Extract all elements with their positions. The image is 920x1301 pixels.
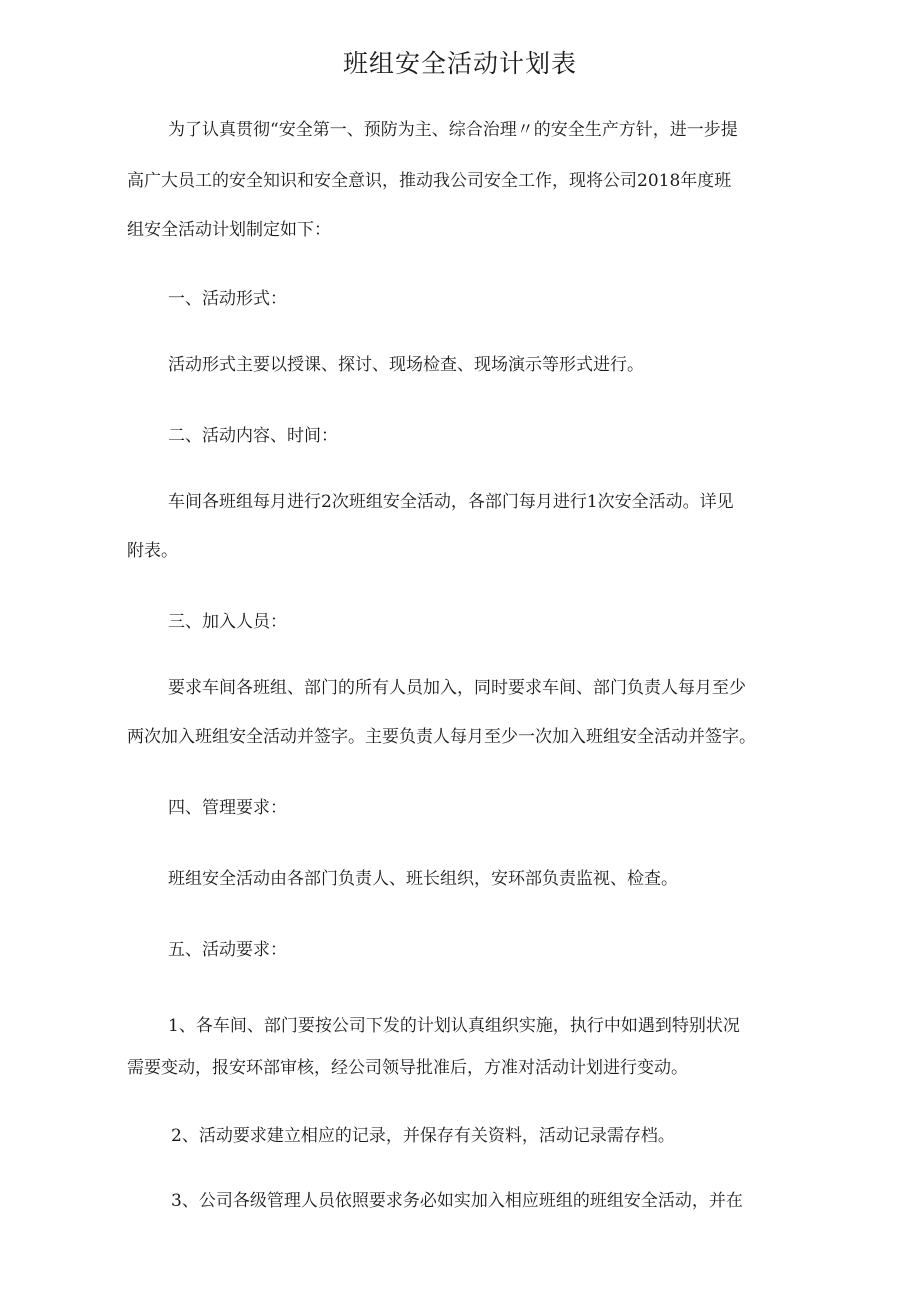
section-3-heading: 三、加入人员：	[168, 612, 287, 632]
section-4-body: 班组安全活动由各部门负责人、班长组织，安环部负责监视、检查。	[168, 869, 678, 889]
section-3-body-line-2: 两次加入班组安全活动并签字。主要负责人每月至少一次加入班组安全活动并签字。	[127, 727, 756, 747]
document-title: 班组安全活动计划表	[342, 49, 577, 78]
section-1-body: 活动形式主要以授课、探讨、现场检查、现场演示等形式进行。	[168, 355, 644, 375]
section-5-item-1-line-2: 需要变动，报安环部审核，经公司领导批准后，方准对活动计划进行变动。	[127, 1058, 688, 1078]
section-3-body-line-1: 要求车间各班组、部门的所有人员加入，同时要求车间、部门负责人每月至少	[168, 678, 746, 698]
section-2-heading: 二、活动内容、时间：	[168, 426, 338, 446]
section-2-body-line-1: 车间各班组每月进行2次班组安全活动，各部门每月进行1次安全活动。详见	[168, 492, 734, 512]
section-1-heading: 一、活动形式：	[168, 289, 287, 309]
intro-line-2: 高广大员工的安全知识和安全意识，推动我公司安全工作，现将公司2018年度班	[127, 171, 732, 191]
section-5-item-3-line-1: 3、公司各级管理人员依照要求务必如实加入相应班组的班组安全活动，并在	[171, 1191, 743, 1211]
section-5-heading: 五、活动要求：	[168, 940, 287, 960]
intro-line-3: 组安全活动计划制定如下：	[127, 220, 331, 240]
section-4-heading: 四、管理要求：	[168, 798, 287, 818]
section-2-body-line-2: 附表。	[127, 541, 178, 561]
section-5-item-1-line-1: 1、各车间、部门要按公司下发的计划认真组织实施，执行中如遇到特别状况	[168, 1016, 740, 1036]
intro-line-1: 为了认真贯彻“安全第一、预防为主、综合治理〃的安全生产方针，进一步提	[168, 120, 738, 140]
section-5-item-2: 2、活动要求建立相应的记录，并保存有关资料，活动记录需存档。	[171, 1126, 675, 1146]
